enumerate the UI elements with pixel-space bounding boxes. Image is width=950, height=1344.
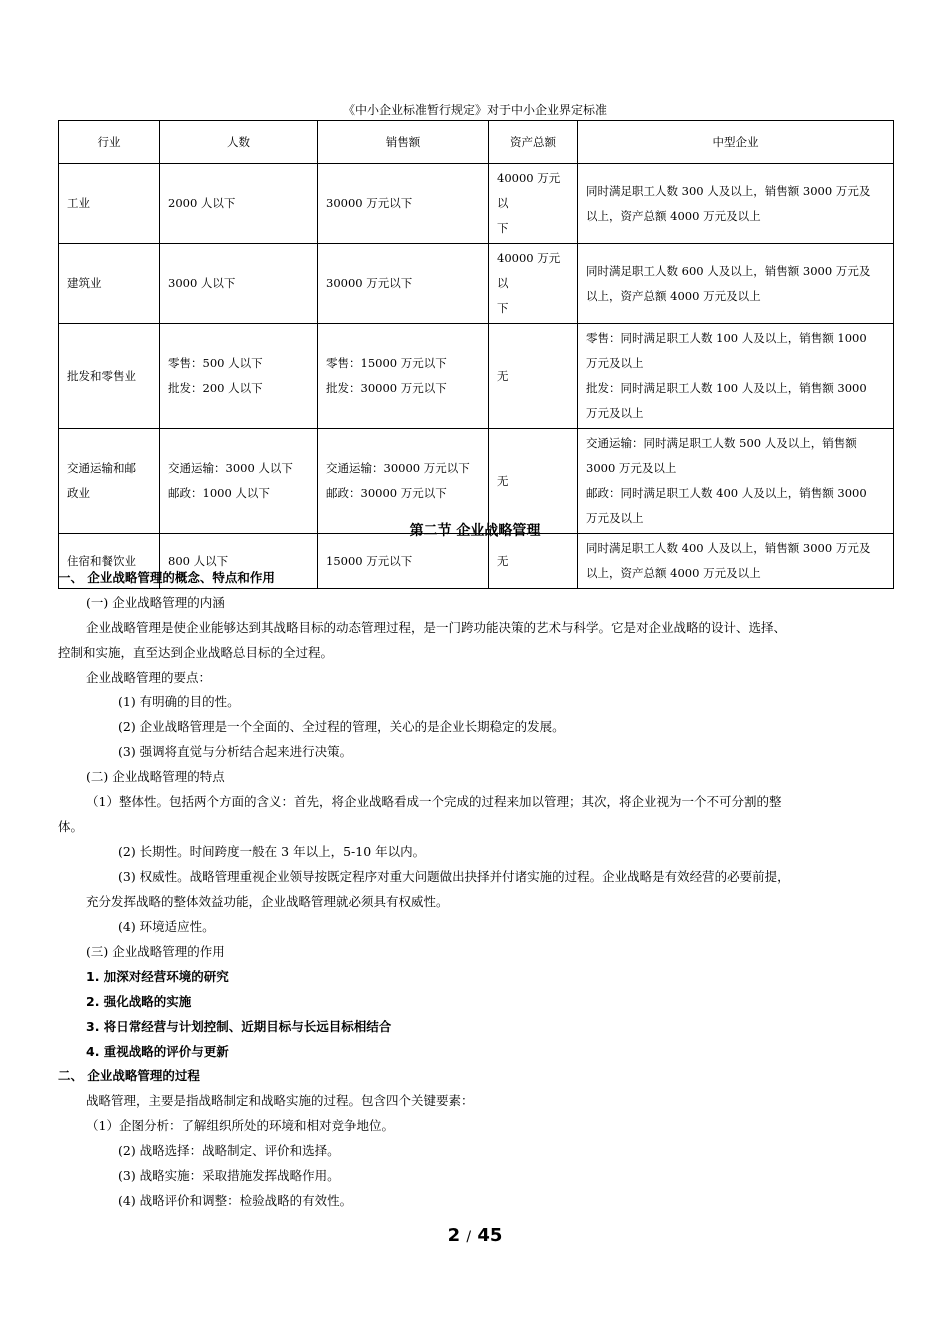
cell-line: 批发和零售业	[67, 368, 136, 383]
header-assets: 资产总额	[489, 121, 578, 164]
heading-line: 2. 强化战略的实施	[86, 994, 192, 1009]
cell-line: 下	[497, 301, 509, 315]
cell-medium	[578, 324, 894, 429]
heading-line: 4. 重视战略的评价与更新	[86, 1044, 229, 1059]
cell-line: 万元及以上	[586, 356, 644, 370]
text-line: 企业战略管理是使企业能够达到其战略目标的动态管理过程，是一门跨功能决策的艺术与科学。它是对企业战略的设计、选择、	[86, 620, 787, 635]
cell-line: 下	[497, 221, 509, 235]
cell-industry	[59, 244, 160, 324]
cell-line: 交通运输和邮	[67, 461, 136, 475]
cell-sales	[318, 429, 489, 534]
cell-line: 住宿和餐饮业	[67, 553, 136, 568]
cell-line: 同时满足职工人数 600 人及以上，销售额 3000 万元及	[586, 263, 871, 278]
cell-medium	[578, 429, 894, 534]
cell-industry	[59, 429, 160, 534]
cell-line: 批发：200 人以下	[168, 381, 263, 395]
text-line: (三) 企业战略管理的作用	[86, 944, 225, 959]
cell-line: 邮政：同时满足职工人数 400 人及以上，销售额 3000	[586, 486, 867, 500]
cell-line: 3000 万元及以上	[586, 461, 677, 475]
section-title: 第二节 企业战略管理	[409, 523, 541, 539]
cell-line: 建筑业	[67, 276, 102, 290]
cell-line: 政业	[67, 486, 90, 500]
cell-line: 无	[497, 368, 509, 383]
cell-line: 同时满足职工人数 400 人及以上，销售额 3000 万元及	[586, 541, 871, 555]
cell-line: 交通运输：同时满足职工人数 500 人及以上，销售额	[586, 436, 857, 450]
cell-line: 30000 万元以下	[326, 276, 413, 290]
cell-line: 2000 人以下	[168, 196, 236, 210]
cell-industry	[59, 324, 160, 429]
cell-line: 工业	[67, 196, 90, 210]
cell-sales	[318, 244, 489, 324]
heading-line: 二、 企业战略管理的过程	[58, 1068, 200, 1083]
cell-line: 同时满足职工人数 300 人及以上，销售额 3000 万元及	[586, 183, 871, 198]
cell-line: 零售：同时满足职工人数 100 人及以上，销售额 1000	[586, 331, 867, 345]
cell-assets	[489, 324, 578, 429]
text-line: 企业战略管理的要点：	[86, 670, 212, 685]
cell-assets	[489, 244, 578, 324]
table-header-row	[59, 121, 894, 164]
cell-medium	[578, 164, 894, 244]
cell-line: 万元及以上	[586, 511, 644, 525]
cell-line: 无	[497, 553, 509, 568]
text-line: （1）企图分析：了解组织所处的环境和相对竞争地位。	[86, 1118, 394, 1133]
cell-assets	[489, 429, 578, 534]
enterprise-standard-table	[58, 120, 894, 589]
cell-staff	[160, 244, 318, 324]
page-number	[0, 1225, 950, 1246]
text-line: (3) 权威性。战略管理重视企业领导按既定程序对重大问题做出抉择并付诸实施的过程。企业战略是有效经营的必要前提，	[118, 869, 790, 884]
text-line: (3) 强调将直觉与分析结合起来进行决策。	[118, 744, 353, 759]
cell-line: 40000 万元以	[497, 251, 561, 290]
cell-staff	[160, 324, 318, 429]
page-separator: /	[466, 1229, 472, 1245]
cell-staff	[160, 429, 318, 534]
cell-sales	[318, 534, 489, 589]
header-sales: 销售额	[318, 121, 489, 164]
cell-line: 以上，资产总额 4000 万元及以上	[586, 288, 761, 303]
table-row	[59, 324, 894, 429]
cell-sales	[318, 164, 489, 244]
text-line: (3) 战略实施：采取措施发挥战略作用。	[118, 1168, 340, 1183]
cell-line: 邮政：30000 万元以下	[326, 486, 447, 500]
table-row	[59, 164, 894, 244]
cell-line: 以上，资产总额 4000 万元及以上	[586, 566, 761, 580]
cell-line: 15000 万元以下	[326, 553, 413, 568]
cell-line: 以上，资产总额 4000 万元及以上	[586, 208, 761, 223]
text-line: 控制和实施，直至达到企业战略总目标的全过程。	[58, 645, 334, 660]
text-line: 体。	[58, 819, 84, 834]
text-line: (一) 企业战略管理的内涵	[86, 595, 225, 610]
text-line: (2) 战略选择：战略制定、评价和选择。	[118, 1143, 340, 1158]
cell-line: 批发：30000 万元以下	[326, 381, 447, 395]
text-line: (二) 企业战略管理的特点	[86, 769, 225, 784]
cell-line: 40000 万元以	[497, 171, 561, 210]
cell-assets	[489, 164, 578, 244]
cell-line: 零售：500 人以下	[168, 356, 263, 370]
cell-medium	[578, 534, 894, 589]
table-row	[59, 429, 894, 534]
text-line: (1) 有明确的目的性。	[118, 694, 240, 709]
cell-line: 30000 万元以下	[326, 196, 413, 210]
cell-sales	[318, 324, 489, 429]
heading-line: 1. 加深对经营环境的研究	[86, 969, 229, 984]
header-industry: 行业	[59, 121, 160, 164]
text-line: (2) 长期性。时间跨度一般在 3 年以上，5-10 年以内。	[118, 844, 426, 859]
text-line: （1）整体性。包括两个方面的含义：首先，将企业战略看成一个完成的过程来加以管理；其次，将企业视为一个不可分割的整	[86, 794, 782, 809]
cell-line: 万元及以上	[586, 406, 644, 420]
cell-line: 交通运输：30000 万元以下	[326, 461, 470, 475]
cell-line: 800 人以下	[168, 553, 229, 568]
heading-line: 3. 将日常经营与计划控制、近期目标与长远目标相结合	[86, 1019, 392, 1034]
cell-line: 交通运输：3000 人以下	[168, 461, 293, 475]
heading-line: 一、 企业战略管理的概念、特点和作用	[58, 570, 275, 585]
cell-assets	[489, 534, 578, 589]
cell-industry	[59, 164, 160, 244]
cell-medium	[578, 244, 894, 324]
cell-line: 邮政：1000 人以下	[168, 486, 270, 500]
text-line: 战略管理，主要是指战略制定和战略实施的过程。包含四个关键要素：	[86, 1093, 474, 1108]
text-line: (4) 环境适应性。	[118, 919, 215, 934]
cell-line: 3000 人以下	[168, 276, 236, 290]
header-staff: 人数	[160, 121, 318, 164]
text-line: 充分发挥战略的整体效益功能，企业战略管理就必须具有权威性。	[86, 894, 449, 909]
text-line: (4) 战略评价和调整：检验战略的有效性。	[118, 1193, 353, 1208]
text-line: (2) 企业战略管理是一个全面的、全过程的管理，关心的是企业长期稳定的发展。	[118, 719, 565, 734]
table-row	[59, 244, 894, 324]
table-caption: 《中小企业标准暂行规定》对于中小企业界定标准	[342, 103, 607, 117]
cell-staff	[160, 164, 318, 244]
cell-line: 批发：同时满足职工人数 100 人及以上，销售额 3000	[586, 381, 867, 395]
total-pages: 45	[477, 1225, 503, 1246]
current-page: 2	[447, 1225, 461, 1246]
cell-line: 零售：15000 万元以下	[326, 356, 447, 370]
cell-line: 无	[497, 473, 509, 488]
header-medium: 中型企业	[578, 121, 894, 164]
